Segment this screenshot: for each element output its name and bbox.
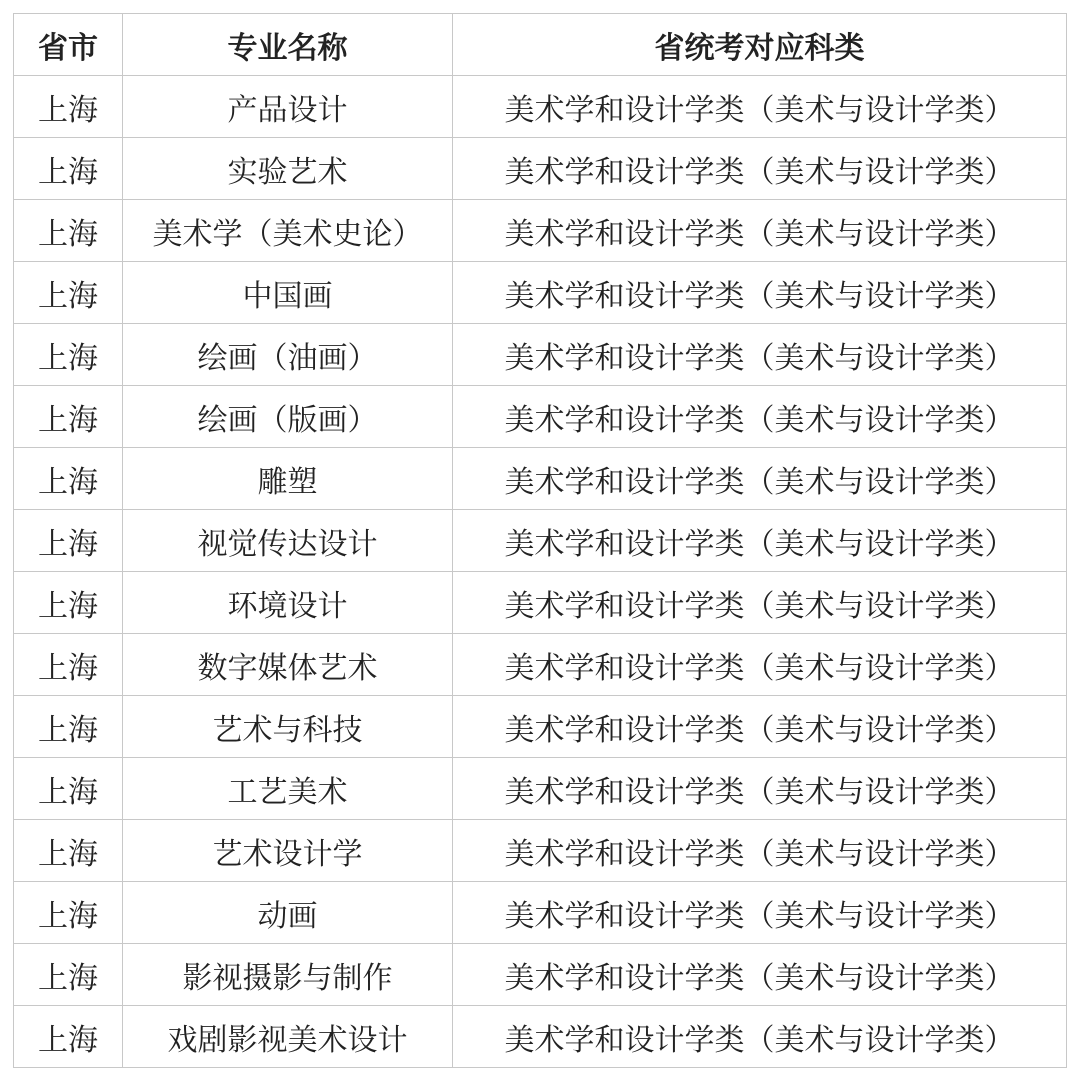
table-body: [14, 76, 1067, 1068]
cell-province: 上海: [14, 76, 123, 138]
cell-exam-category: 美术学和设计学类（美术与设计学类）: [453, 76, 1067, 138]
cell-province: 上海: [14, 324, 123, 386]
cell-major-name: 工艺美术: [123, 758, 453, 820]
cell-exam-category: 美术学和设计学类（美术与设计学类）: [453, 882, 1067, 944]
cell-exam-category: 美术学和设计学类（美术与设计学类）: [453, 138, 1067, 200]
cell-province: 上海: [14, 758, 123, 820]
cell-major-name: 绘画（油画）: [123, 324, 453, 386]
cell-exam-category: 美术学和设计学类（美术与设计学类）: [453, 696, 1067, 758]
cell-major-name: 环境设计: [123, 572, 453, 634]
cell-exam-category: 美术学和设计学类（美术与设计学类）: [453, 510, 1067, 572]
cell-province: 上海: [14, 200, 123, 262]
cell-major-name: 实验艺术: [123, 138, 453, 200]
cell-major-name: 艺术设计学: [123, 820, 453, 882]
cell-major-name: 绘画（版画）: [123, 386, 453, 448]
table-row: [14, 758, 1067, 820]
cell-major-name: 影视摄影与制作: [123, 944, 453, 1006]
table-row: [14, 138, 1067, 200]
cell-exam-category: 美术学和设计学类（美术与设计学类）: [453, 572, 1067, 634]
table-row: [14, 944, 1067, 1006]
cell-exam-category: 美术学和设计学类（美术与设计学类）: [453, 200, 1067, 262]
header-row: [14, 14, 1067, 76]
cell-exam-category: 美术学和设计学类（美术与设计学类）: [453, 448, 1067, 510]
table-row: [14, 262, 1067, 324]
cell-exam-category: 美术学和设计学类（美术与设计学类）: [453, 634, 1067, 696]
document-table-container: [13, 13, 1067, 1068]
table-row: [14, 510, 1067, 572]
table-row: [14, 820, 1067, 882]
major-subject-table: [13, 13, 1067, 1068]
cell-exam-category: 美术学和设计学类（美术与设计学类）: [453, 386, 1067, 448]
cell-exam-category: 美术学和设计学类（美术与设计学类）: [453, 758, 1067, 820]
cell-major-name: 美术学（美术史论）: [123, 200, 453, 262]
header-exam-category: 省统考对应科类: [453, 14, 1067, 76]
cell-exam-category: 美术学和设计学类（美术与设计学类）: [453, 324, 1067, 386]
table-row: [14, 882, 1067, 944]
cell-province: 上海: [14, 386, 123, 448]
cell-province: 上海: [14, 262, 123, 324]
table-row: [14, 572, 1067, 634]
cell-province: 上海: [14, 1006, 123, 1068]
cell-exam-category: 美术学和设计学类（美术与设计学类）: [453, 944, 1067, 1006]
table-row: [14, 634, 1067, 696]
cell-province: 上海: [14, 572, 123, 634]
table-row: [14, 696, 1067, 758]
cell-major-name: 产品设计: [123, 76, 453, 138]
cell-province: 上海: [14, 696, 123, 758]
cell-exam-category: 美术学和设计学类（美术与设计学类）: [453, 1006, 1067, 1068]
table-row: [14, 200, 1067, 262]
cell-major-name: 中国画: [123, 262, 453, 324]
cell-major-name: 视觉传达设计: [123, 510, 453, 572]
table-row: [14, 448, 1067, 510]
header-province: 省市: [14, 14, 123, 76]
table-row: [14, 76, 1067, 138]
cell-major-name: 戏剧影视美术设计: [123, 1006, 453, 1068]
cell-province: 上海: [14, 138, 123, 200]
cell-province: 上海: [14, 634, 123, 696]
cell-province: 上海: [14, 510, 123, 572]
cell-major-name: 动画: [123, 882, 453, 944]
table-row: [14, 1006, 1067, 1068]
cell-province: 上海: [14, 820, 123, 882]
header-major-name: 专业名称: [123, 14, 453, 76]
table-header: [14, 14, 1067, 76]
table-row: [14, 386, 1067, 448]
table-row: [14, 324, 1067, 386]
cell-province: 上海: [14, 448, 123, 510]
cell-major-name: 艺术与科技: [123, 696, 453, 758]
cell-major-name: 雕塑: [123, 448, 453, 510]
cell-province: 上海: [14, 882, 123, 944]
cell-province: 上海: [14, 944, 123, 1006]
cell-exam-category: 美术学和设计学类（美术与设计学类）: [453, 262, 1067, 324]
cell-major-name: 数字媒体艺术: [123, 634, 453, 696]
cell-exam-category: 美术学和设计学类（美术与设计学类）: [453, 820, 1067, 882]
